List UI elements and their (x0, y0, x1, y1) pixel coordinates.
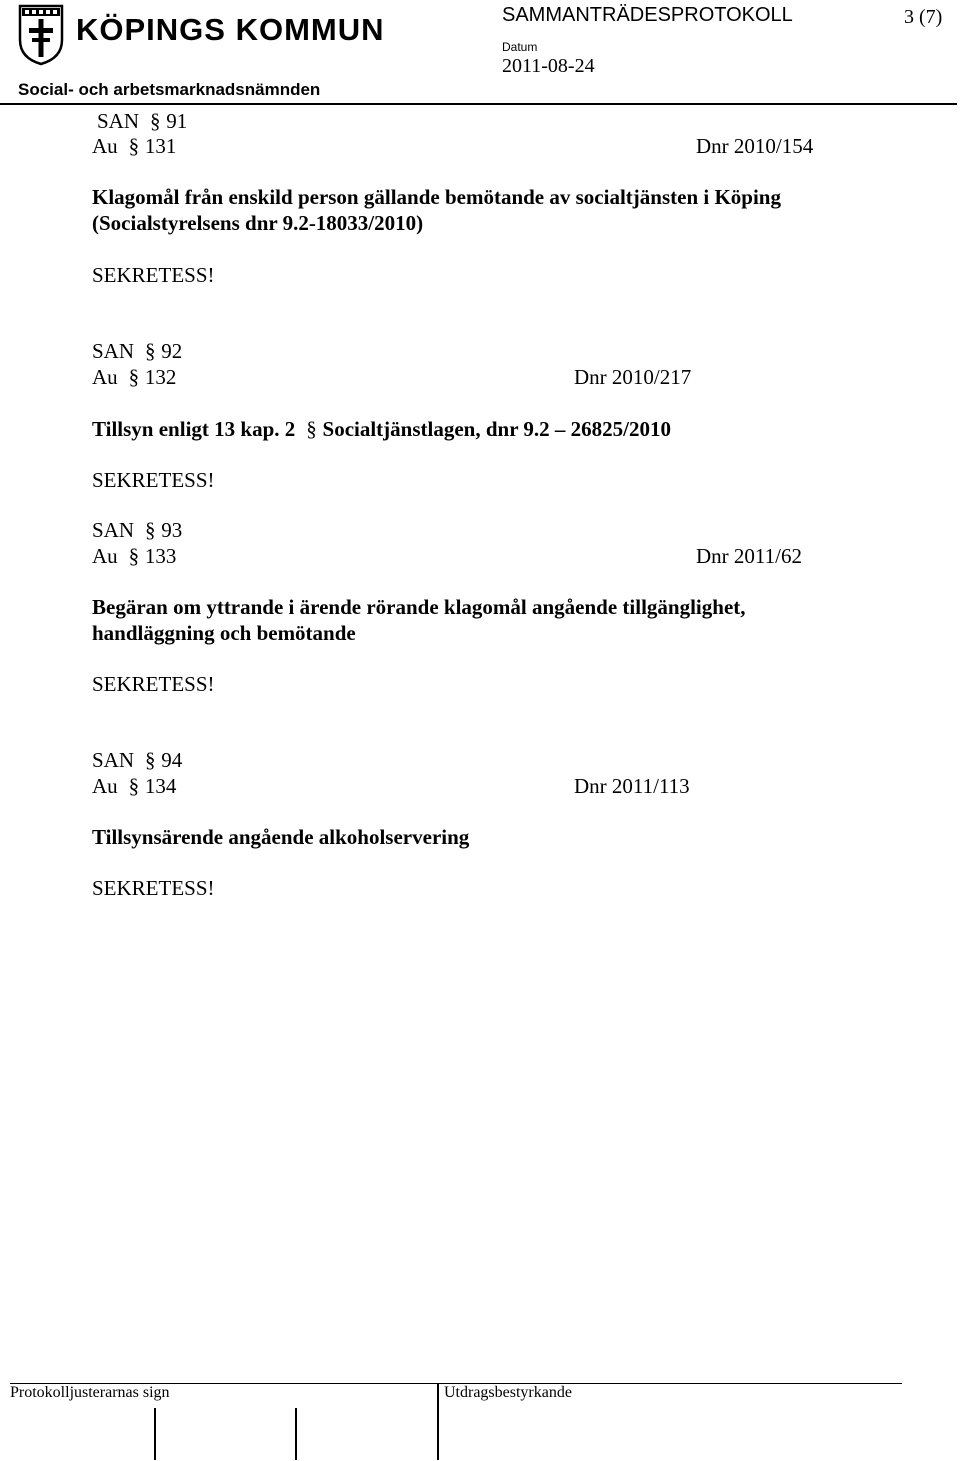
page-number: 3 (7) (904, 6, 943, 28)
san-94-line: SAN § 94 (92, 748, 183, 772)
dnr-2010-154: Dnr 2010/154 (696, 134, 814, 158)
section-sign: § (145, 518, 156, 542)
section-sign: § (150, 109, 161, 133)
san-93-line: SAN § 93 (92, 518, 183, 542)
au-133-line: Au § 133 (92, 544, 177, 568)
san-91-title-line-1: Klagomål från enskild person gällande bemötande av socialtjänsten i Köping (92, 185, 781, 209)
san-91-title-line-2: (Socialstyrelsens dnr 9.2-18033/2010) (92, 211, 424, 235)
committee-name: Social- och arbetsmarknadsnämnden (18, 80, 321, 99)
san-94-title: Tillsynsärende angående alkoholservering (92, 825, 470, 849)
san-93-title-line-2: handläggning och bemötande (92, 621, 356, 645)
san-92-title: Tillsyn enligt 13 kap. 2 § Socialtjänstlagen, dnr 9.2 – 26825/2010 (92, 417, 671, 441)
section-sign: § (128, 774, 140, 798)
section-sign: § (145, 339, 156, 363)
meeting-date: 2011-08-24 (502, 55, 595, 77)
au-134-line: Au § 134 (92, 774, 177, 798)
san-93-title-line-1: Begäran om yttrande i ärende rörande klagomål angående tillgänglighet, (92, 595, 746, 619)
san-94-secrecy-note: SEKRETESS! (92, 876, 215, 900)
section-sign: § (128, 365, 140, 389)
header-divider (0, 103, 957, 105)
date-label: Datum (502, 40, 538, 54)
document-type: SAMMANTRÄDESPROTOKOLL (502, 4, 793, 26)
san-92-secrecy-note: SEKRETESS! (92, 468, 215, 492)
dnr-2011-62: Dnr 2011/62 (696, 544, 802, 568)
signature-box-divider (437, 1383, 439, 1460)
au-131-line: Au § 131 (92, 134, 177, 158)
dnr-2011-113: Dnr 2011/113 (574, 774, 690, 798)
section-sign: § (306, 417, 317, 441)
footer-extract-label: Utdragsbestyrkande (444, 1384, 572, 1401)
san-91-secrecy-note: SEKRETESS! (92, 263, 215, 287)
signature-box-divider (295, 1408, 297, 1460)
org-name: KÖPINGS KOMMUN (76, 12, 385, 47)
san-92-line: SAN § 92 (92, 339, 183, 363)
section-sign: § (128, 134, 140, 158)
san-91-line: SAN § 91 (97, 109, 188, 133)
coat-of-arms-icon (18, 4, 64, 66)
section-sign: § (128, 544, 140, 568)
san-93-secrecy-note: SEKRETESS! (92, 672, 215, 696)
au-132-line: Au § 132 (92, 365, 177, 389)
footer-signers-label: Protokolljusterarnas sign (10, 1384, 170, 1401)
dnr-2010-217: Dnr 2010/217 (574, 365, 692, 389)
section-sign: § (145, 748, 156, 772)
signature-box-divider (154, 1408, 156, 1460)
